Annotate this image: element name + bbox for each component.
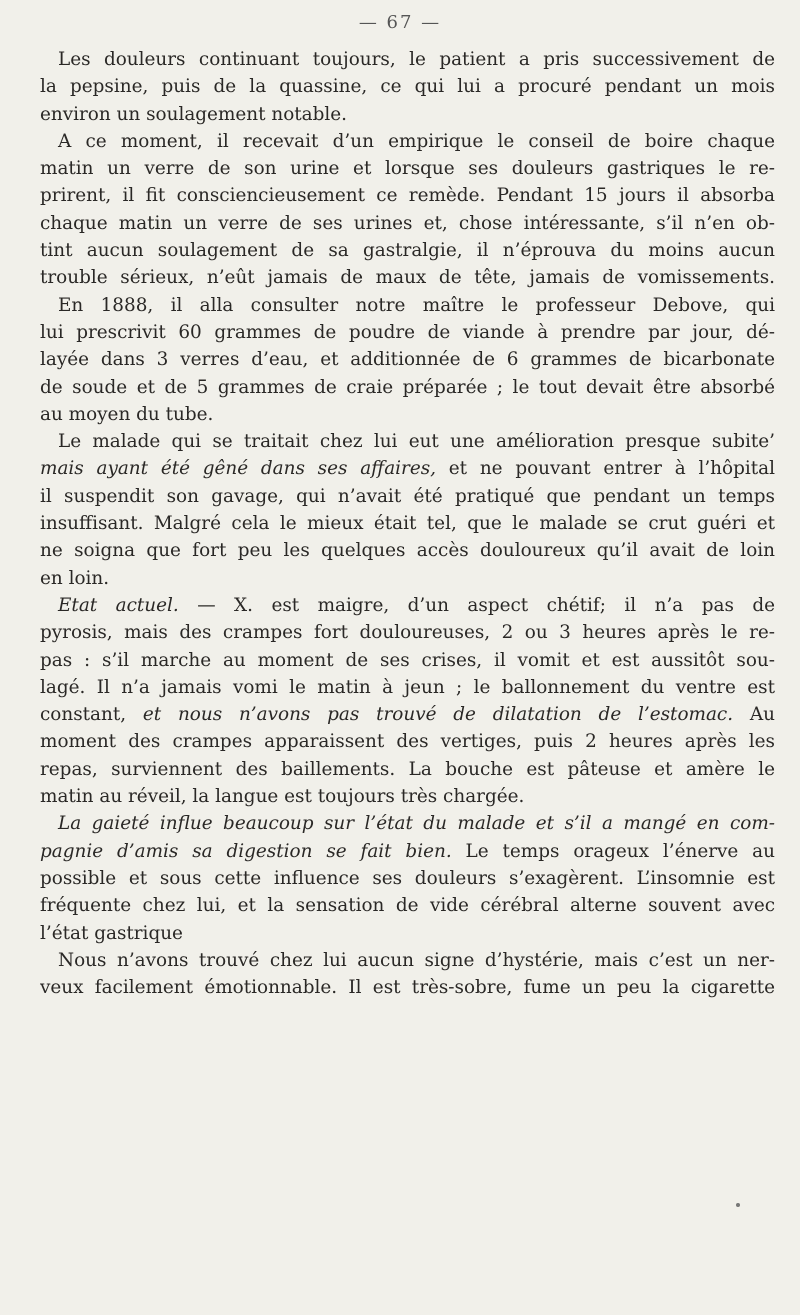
text-line <box>40 892 775 919</box>
text-span: chaque matin un verre de ses urines et, chose intéressante, s’il n’en ob- <box>40 212 775 234</box>
italic-text-span: pagnie d’amis sa digestion se fait bien. <box>40 840 452 862</box>
text-line <box>40 838 775 865</box>
text-span: en loin. <box>40 567 110 589</box>
text-line <box>40 101 775 128</box>
text-span: l’état gastrique <box>40 922 183 944</box>
text-line <box>40 428 775 455</box>
text-line <box>40 210 775 237</box>
text-span: constant, <box>40 704 143 726</box>
italic-text-span: La gaieté influe beaucoup sur l’état du malade et s’il a mangé en com- <box>58 813 775 835</box>
text-line <box>40 674 775 701</box>
text-line <box>40 128 775 155</box>
text-line <box>40 537 775 564</box>
text-span: veux facilement émotionnable. Il est très-sobre, fume un peu la cigarette <box>40 977 775 999</box>
text-line <box>40 182 775 209</box>
text-span: environ un soulagement notable. <box>40 103 348 125</box>
text-span: ne soigna que fort peu les quelques accès douloureux qu’il avait de loin <box>40 540 775 562</box>
text-span: il suspendit son gavage, qui n’avait été pratiqué que pendant un temps <box>40 485 775 507</box>
text-line <box>40 920 775 947</box>
print-speck <box>736 1203 740 1207</box>
text-span: insuffisant. Malgré cela le mieux était tel, que le malade se crut guéri et <box>40 513 775 535</box>
text-line <box>40 728 775 755</box>
italic-text-span: et nous n’avons pas trouvé de dilatation de l’estomac. <box>142 704 734 726</box>
text-span: — X. est maigre, d’un aspect chétif; il n’a pas de <box>178 594 775 616</box>
text-span: A ce moment, il recevait d’un empirique le conseil de boire chaque <box>58 130 775 152</box>
text-span: la pepsine, puis de la quassine, ce qui lui a procuré pendant un mois <box>40 76 775 98</box>
text-line <box>40 455 775 482</box>
text-line <box>40 510 775 537</box>
text-span: matin au réveil, la langue est toujours très chargée. <box>40 786 525 808</box>
text-line <box>40 756 775 783</box>
page-number: — 67 — <box>358 12 442 33</box>
text-span: Nous n’avons trouvé chez lui aucun signe d’hystérie, mais c’est un ner- <box>58 949 775 971</box>
text-line <box>40 374 775 401</box>
text-line <box>40 46 775 73</box>
text-line <box>40 619 775 646</box>
text-span: En 1888, il alla consulter notre maître le professeur Debove, qui <box>58 294 775 316</box>
italic-text-span: mais ayant été gêné dans ses affaires, <box>40 458 437 480</box>
text-span: pas : s’il marche au moment de ses crises, il vomit et est aussitôt sou- <box>40 649 775 671</box>
text-span: layée dans 3 verres d’eau, et additionnée de 6 grammes de bicarbonate <box>40 349 775 371</box>
text-line <box>40 974 775 1001</box>
text-line <box>40 264 775 291</box>
text-line <box>40 346 775 373</box>
text-span: Le temps orageux l’énerve au <box>451 840 775 862</box>
text-line <box>40 701 775 728</box>
text-line <box>40 73 775 100</box>
text-span: moment des crampes apparaissent des vertiges, puis 2 heures après les <box>40 731 775 753</box>
text-line <box>40 292 775 319</box>
text-line <box>40 783 775 810</box>
text-line <box>40 237 775 264</box>
text-line <box>40 947 775 974</box>
text-span: pyrosis, mais des crampes fort douloureuses, 2 ou 3 heures après le re- <box>40 622 775 644</box>
text-line <box>40 483 775 510</box>
text-span: fréquente chez lui, et la sensation de vide cérébral alterne souvent avec <box>40 895 775 917</box>
text-span: au moyen du tube. <box>40 403 214 425</box>
text-line <box>40 647 775 674</box>
text-line <box>40 401 775 428</box>
text-line <box>40 810 775 837</box>
text-line <box>40 565 775 592</box>
text-span: Le malade qui se traitait chez lui eut une amélioration presque subite’ <box>58 431 775 453</box>
text-span: Les douleurs continuant toujours, le patient a pris successivement de <box>58 49 775 70</box>
text-span: matin un verre de son urine et lorsque ses douleurs gastriques le re- <box>40 158 775 180</box>
text-span: lui prescrivit 60 grammes de poudre de viande à prendre par jour, dé- <box>40 321 775 343</box>
text-span: tint aucun soulagement de sa gastralgie, il n’éprouva du moins aucun <box>40 240 775 262</box>
body-text <box>40 46 775 1001</box>
text-span: et ne pouvant entrer à l’hôpital <box>436 458 775 480</box>
text-span: Au <box>733 704 775 726</box>
text-line <box>40 592 775 619</box>
text-span: de soude et de 5 grammes de craie préparée ; le tout devait être absorbé <box>40 376 775 398</box>
text-span: lagé. Il n’a jamais vomi le matin à jeun ; le ballonnement du ventre est <box>40 676 775 698</box>
text-line <box>40 319 775 346</box>
text-span: repas, surviennent des baillements. La bouche est pâteuse et amère le <box>40 758 775 780</box>
text-span: prirent, il fit consciencieusement ce remède. Pendant 15 jours il absorba <box>40 185 775 207</box>
text-span: possible et sous cette influence ses douleurs s’exagèrent. L’insomnie est <box>40 867 775 889</box>
text-span: trouble sérieux, n’eût jamais de maux de tête, jamais de vomissements. <box>40 267 775 289</box>
text-line <box>40 865 775 892</box>
text-line <box>40 155 775 182</box>
italic-text-span: Etat actuel. <box>58 594 179 616</box>
